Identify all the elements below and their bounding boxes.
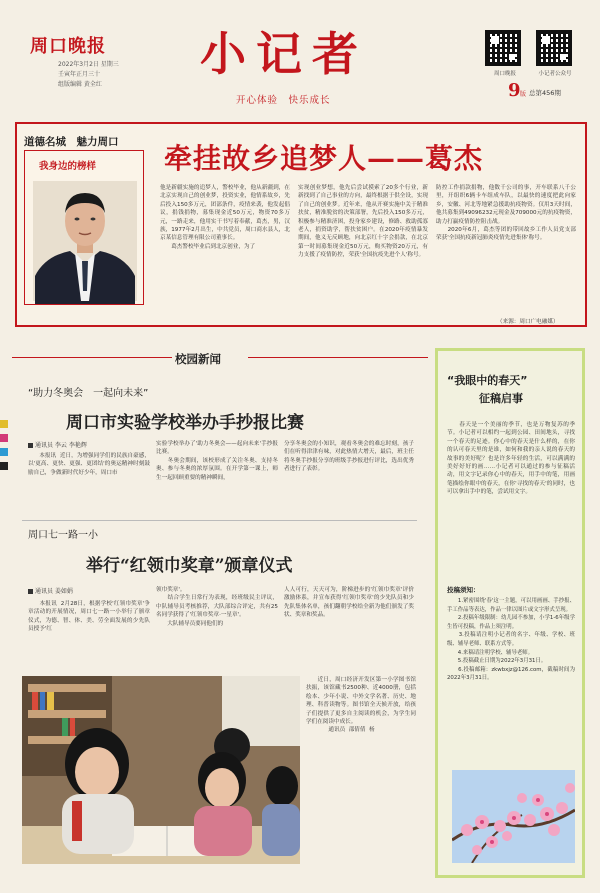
feature-body-col1: 他是新疆实施的追梦人，警校毕业，他从新疆到，在北京实现自己的创业梦，投资实业，他情系故乡，先后投入150多万元，团部条件，疫情来袭，他发起倡议，捐钱捐物，募集现金近50万元，物资70多万元，一路走来，他用实干书写着奉献，葛杰，男，汉族，1977年2月出生，中共党员，周口商水县人，北京某信息管理有限公司董事长。 葛杰警校毕业后到北京创业，为了 (160, 185, 290, 250)
feature-headline: 牵挂故乡追梦人——葛杰 (164, 142, 484, 175)
edge-color-mark (0, 462, 8, 470)
total-issue-number: 总第456期 (529, 89, 561, 97)
qr-code-label: 周口晚报 (493, 71, 516, 77)
article-byline: 通讯员 李云 李艳辉 (28, 440, 87, 449)
edge-color-mark (0, 420, 8, 428)
edge-color-mark (0, 448, 8, 456)
article-body-col1: 本报讯 2月28日，根据学校'红领巾奖章'争章活动的开展情况，周口七一路一小举行了颁章仪式，为德、智、体、美、劳全面发展的少先队员授予'红 (28, 601, 150, 633)
sidebar-title: “我眼中的春天” (447, 374, 528, 387)
reading-students-photo (22, 676, 300, 864)
article-kicker: “助力冬奥会 一起向未来” (28, 388, 149, 399)
article-kicker: 周口七一路一小 (28, 530, 98, 541)
feature-body-col3: 防控工作捐款捐物，他数千公司的事，开车联系八千公里，开组织6辆卡车组成车队，以最快的速度把此向家乡，安徽、河北等地紧急援助抗疫物资。仅用3天时间，他共募集到49096232元现金及709000元的抗疫物资，助力打赢疫情防控阻击战。 2020年6月，葛杰等团的带回故乡工作人员党支部荣获'全国抗疫新冠肺炎疫情先进集体'称号。 (436, 185, 576, 242)
sidebar-body: 春天是一个美丽的季节，也是万物复苏的季节。小记者可以相约一起到公园、田间地头，寻找一个春天的足迹。你心中的春天是什么样的，在你的认可春天里的是谁，如何和我的亲人说的春天的故事的美好呢？也是许多年轻的生活，可以满满的美好好好的画……小记者可以通过的参与征稿活动，用文字记录你心中的春天，用手中的笔，用画笔描绘你眼中的春天，在你'寻找的春天'的同时，也可以拿出手中的笔，尝试用文字。 (447, 422, 575, 496)
page-title: 小记者 (200, 27, 368, 81)
feature-column-tag: 道德名城 魅力周口 (24, 136, 119, 148)
page-number: 9 (508, 80, 521, 101)
article-byline: 通讯员 姜如娟 (28, 586, 73, 595)
article-body-col2: 领巾奖章'。 结合学生日常行为表现，经班级民主评议，中队辅导员考核推荐，大队部综合评定，共有25名同学获得了'红领巾奖章·一星章'。 大队辅导员要同他们的 (156, 587, 278, 627)
article-body-col1: 本报讯 近日，为增强同学们的民族自豪感，以'更高、更快、更强、更团结'的奥运精神时刻鼓励自己，争做新时代好少年，周口市 (28, 453, 150, 476)
sidebar-subtitle: 征稿启事 (479, 392, 523, 405)
article-body-col2: 实验学校举办了'助力冬奥会——起向未来'手抄报比赛。 冬奥会期间，该校形成了关注冬奥、支持冬奥、参与冬奥的浓厚氛围。在开学第一课上，师生一起回顾重要的精神瞬间， (156, 441, 278, 481)
photo-caption: 近日，周口经济开发区第一小学图书馆扶振，该馆藏书2500种、近4000册，包括绘本、少年小说、中外文学名著、历史、地理、科普读物等。图书馆全天候开放，给孩子们提供了更多自主阅读的机会，为学生同学们在阅读中成长。 通讯员 邵倩倩 杨 (306, 677, 416, 734)
sidebar-requirements-title: 投稿须知： (447, 586, 480, 594)
portrait-photo (24, 150, 144, 305)
feature-subtag: 我身边的榜样 (39, 161, 97, 172)
qr-code-icon (485, 30, 521, 66)
section-divider (248, 357, 428, 358)
sidebar-requirements: 1.紧密围绕'春'这一主题，可以用画画、手抄报、手工作品等表达，作品一律以图片或文字形式呈现。 2.投稿年级限制：幼儿园不参加，小学1-6年级学生皆可投稿，作品上须注明。 3.投稿请注明小记者的名字、年级、学校、班级、辅导老师、联系方式等。 4.来稿请注明学校、辅导老师。 5.投稿截止日期为2022年3月31日。 6.投稿邮箱：zkwbxjz@126.com，截稿时间为2022年3月31日。 (447, 598, 575, 682)
issue-date: 2022年3月2日 星期三 (58, 61, 119, 68)
paper-logo: 周口晚报 (30, 36, 106, 57)
feature-credit: （来源：周口广电融媒） (497, 319, 559, 325)
lunar-date: 壬寅年正月三十 (58, 71, 101, 78)
feature-body-col2: 实现创业梦想，他先后尝试摸索了20多个行业，新新找到了自己事业的方向，最终根据于供全设，实现了自己的创业梦。近年来，他从开赛实施中关于精准扶贫，精准脱贫的决策部署，先后投入150多万元，积极参与精准济困，投身家乡建设，修路、救助孤寡老人，捐资助学，帮扶贫困户。在2020年疫情暴发期间，他义无反顾地，向北京红十字会捐款，在北京第一时间募集现金近50万元，购买物资20万元，有力支援了疫情防控，荣获'全国抗疫先进个人'称号。 (298, 185, 428, 259)
page-editors: 组版编辑 黄全红 (58, 81, 102, 88)
slogan: 开心体验 快乐成长 (236, 95, 331, 106)
section-title: 校园新闻 (175, 352, 221, 366)
qr-code-icon (536, 30, 572, 66)
spring-blossom-photo (452, 770, 575, 863)
article-headline: 周口市实验学校举办手抄报比赛 (66, 413, 304, 433)
edition-info (58, 60, 168, 90)
article-body-col3: 分享冬奥会的小知识，观看冬奥会的难忘时刻，孩子们在听得津津有味，对此热情大增天，最后，班主任将冬奥手抄报分享的班级手抄报进行评比，选出优秀者进行了表彰。 (284, 441, 414, 473)
qr-code-label: 小记者公众号 (538, 71, 572, 77)
page-number-unit: 版 (520, 91, 527, 98)
article-headline: 举行“红领巾奖章”颁章仪式 (86, 556, 293, 576)
edge-color-mark (0, 434, 8, 442)
section-divider (12, 357, 172, 358)
article-divider (22, 520, 417, 521)
article-body-col3: 人人可行，天天可为，阶梯进步的'红领巾奖章'评价激励体系，并宣布获得'红领巾奖章'的少先队员和少先队集体名单，孩们翻朝学校给全新为他们颁发了奖状、奖章和奖品。 (284, 587, 414, 619)
